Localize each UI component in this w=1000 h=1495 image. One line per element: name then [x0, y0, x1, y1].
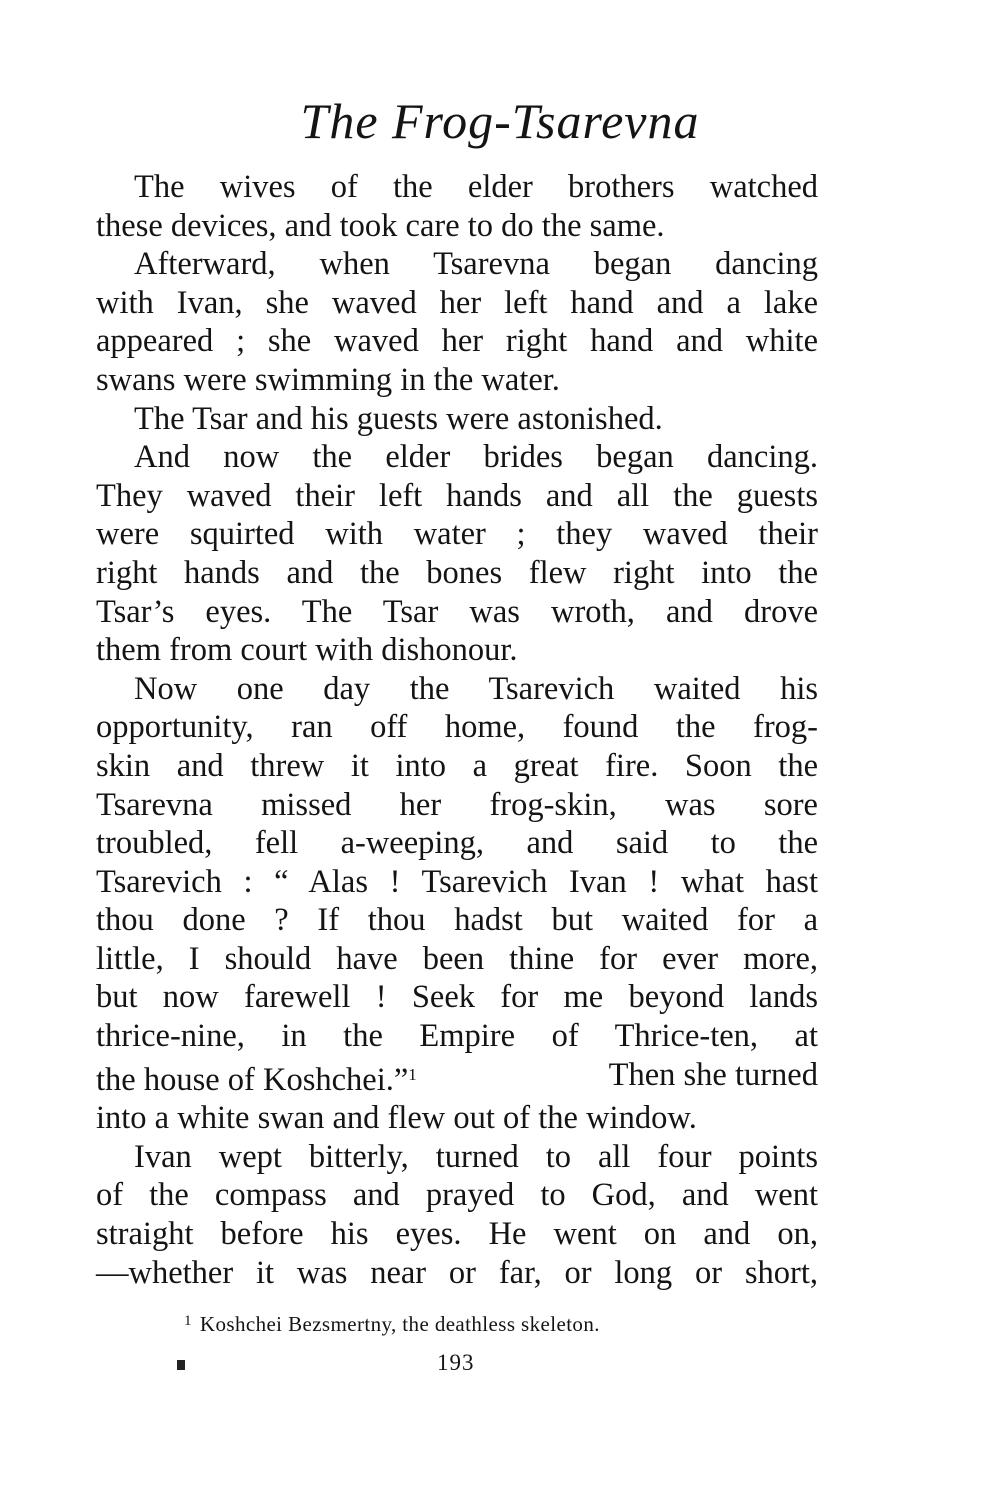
text-line: Afterward, when Tsarevna began dancing — [134, 246, 818, 283]
text-line: They waved their left hands and all the guests — [96, 477, 818, 514]
text-line: were squirted with water ; they waved their — [96, 516, 818, 553]
text-line: straight before his eyes. He went on and on, — [96, 1216, 818, 1253]
text-line: these devices, and took care to do the same. — [96, 207, 665, 244]
footnote-marker: 1 — [184, 1313, 192, 1329]
text-line: into a white swan and flew out of the window. — [96, 1100, 697, 1137]
text-line: with Ivan, she waved her left hand and a lake — [96, 284, 818, 321]
text-line: Tsar’s eyes. The Tsar was wroth, and drove — [96, 593, 818, 630]
running-title: The Frog-Tsarevna — [300, 93, 700, 149]
text-line: The wives of the elder brothers watched — [134, 169, 818, 205]
text-line: troubled, fell a-weeping, and said to the — [96, 825, 818, 862]
text-line: appeared ; she waved her right hand and white — [96, 323, 818, 360]
printer-signature-mark — [177, 1360, 185, 1370]
text-line: skin and threw it into a great fire. Soon the — [96, 747, 818, 784]
text-segment: Then she turned — [608, 1056, 818, 1093]
text-line: Now one day the Tsarevich waited his — [134, 670, 818, 707]
text-line: —whether it was near or far, or long or short, — [96, 1254, 818, 1291]
text-line: of the compass and prayed to God, and went — [96, 1177, 818, 1214]
footnote-text: Koshchei Bezsmertny, the deathless skeleton. — [199, 1312, 600, 1336]
text-line: thrice-nine, in the Empire of Thrice-ten, at — [96, 1018, 818, 1055]
text-line: Tsarevna missed her frog-skin, was sore — [96, 786, 818, 823]
text-line: thou done ? If thou hadst but waited for a — [96, 902, 818, 939]
text-line: And now the elder brides began dancing. — [134, 439, 818, 476]
text-segment: the house of Koshchei.”$^1$ — [96, 1061, 417, 1098]
text-line-with-footnote — [96, 1056, 818, 1100]
footnote — [184, 1312, 600, 1337]
body-text — [96, 168, 818, 1292]
text-line: little, I should have been thine for ever more, — [96, 940, 818, 977]
text-line: them from court with dishonour. — [96, 632, 518, 669]
text-line: right hands and the bones flew right into the — [96, 554, 818, 591]
footnote-reference: 1 — [408, 1064, 417, 1084]
text-line: The Tsar and his guests were astonished. — [134, 400, 663, 437]
text-line: but now farewell ! Seek for me beyond lands — [96, 979, 818, 1016]
text-line: opportunity, ran off home, found the frog- — [96, 709, 818, 746]
text-line: Ivan wept bitterly, turned to all four points — [134, 1138, 818, 1175]
text-line: swans were swimming in the water. — [96, 361, 560, 398]
text-line: Tsarevich : “ Alas ! Tsarevich Ivan ! what hast — [96, 863, 818, 900]
page-number: 193 — [437, 1350, 475, 1375]
